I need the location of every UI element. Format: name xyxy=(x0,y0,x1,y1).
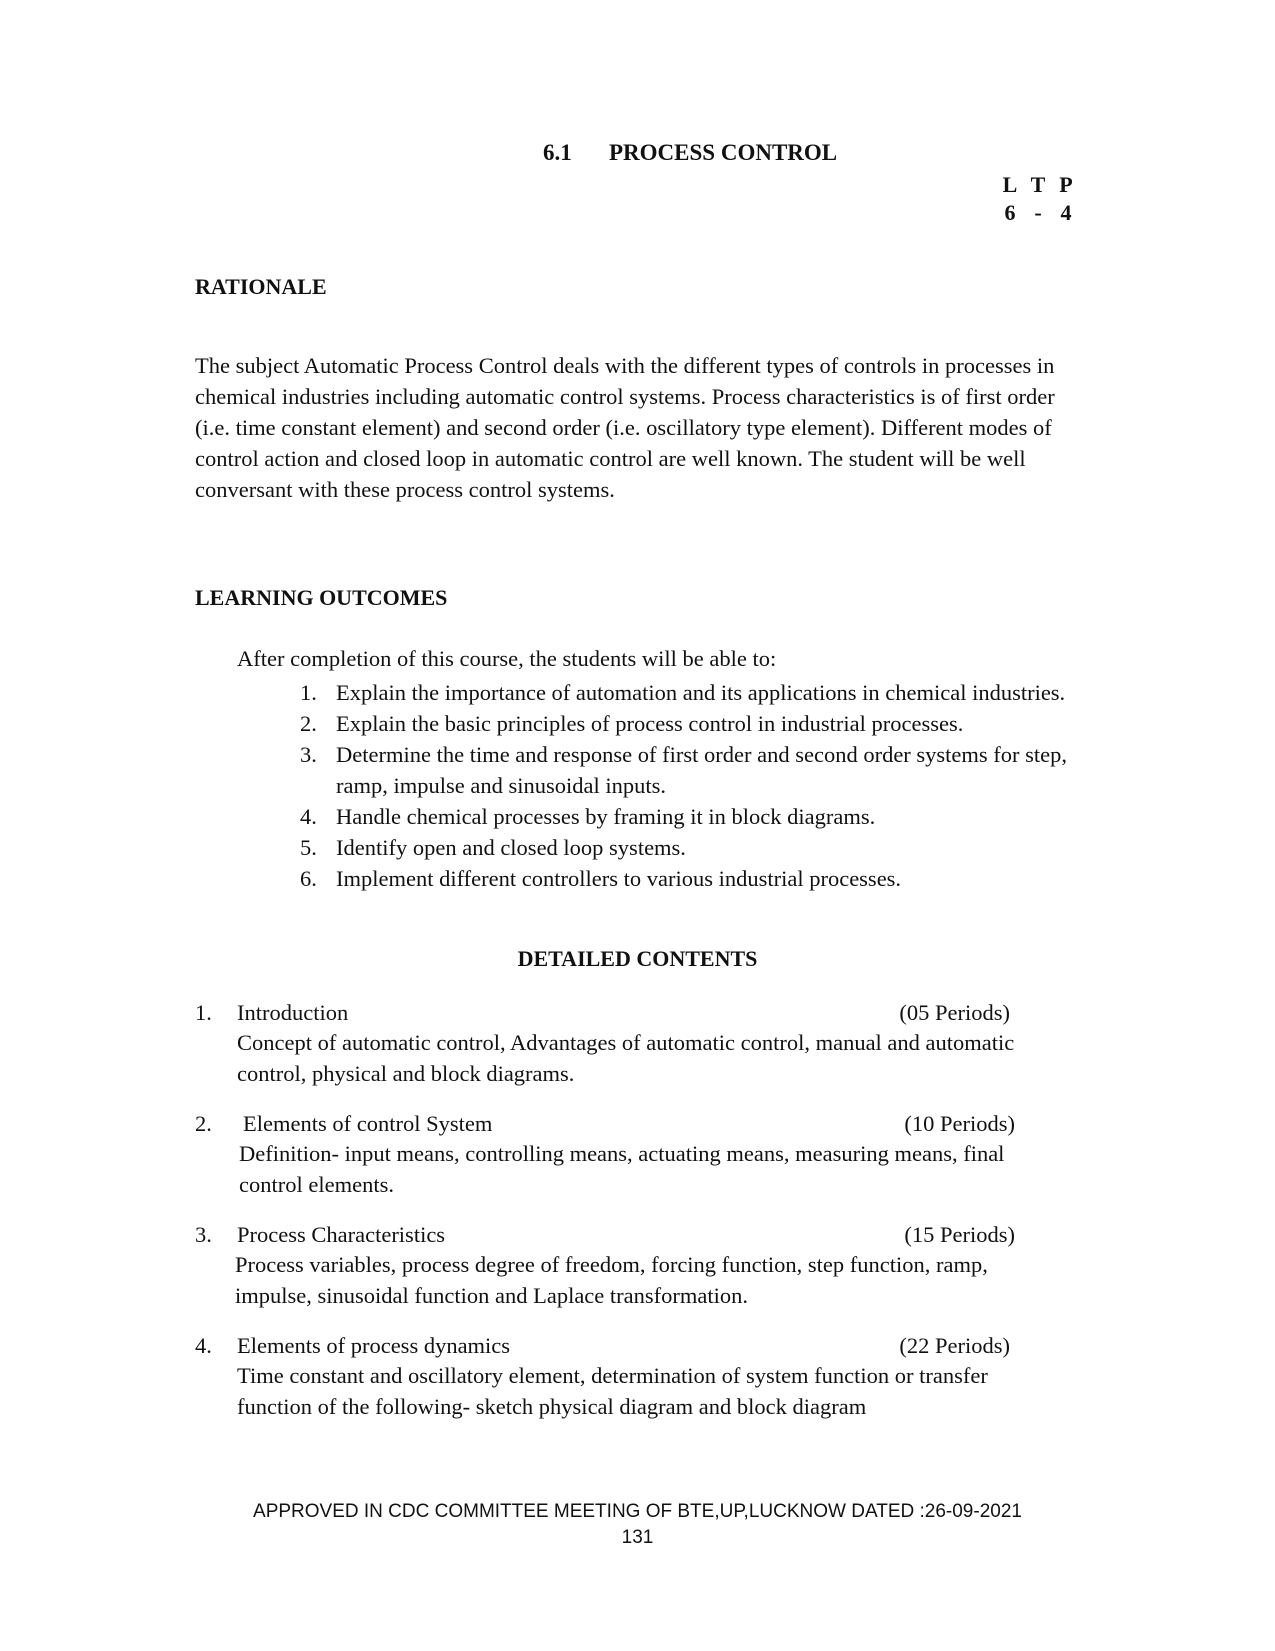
outcome-number: 5. xyxy=(300,835,317,860)
ltp-headers xyxy=(996,172,1080,198)
unit-description: Time constant and oscillatory element, determination of system function or transfer function of the following- sketch physical diagram and block diagram xyxy=(237,1363,988,1419)
unit-periods: (10 Periods) xyxy=(904,1111,1015,1136)
page-number: 131 xyxy=(621,1527,654,1548)
learning-outcomes-list xyxy=(300,677,1090,894)
content-unit xyxy=(195,1220,1075,1311)
outcome-text: Handle chemical processes by framing it in block diagrams. xyxy=(336,804,876,829)
section-number: 6.1 xyxy=(543,140,572,165)
unit-number: 1. xyxy=(195,1000,212,1025)
content-unit xyxy=(195,998,1075,1089)
unit-description: Process variables, process degree of freedom, forcing function, step function, ramp, impulse, sinusoidal function and Laplace transformation. xyxy=(235,1252,988,1308)
unit-number: 4. xyxy=(195,1333,212,1358)
ltp-value-p: 4 xyxy=(1060,200,1072,225)
outcome-number: 3. xyxy=(300,742,317,767)
outcome-item xyxy=(300,708,1090,739)
rationale-paragraph: The subject Automatic Process Control deals with the different types of controls in processes in chemical industries including automatic control systems. Process characteristics is of first order (i.e. time constant element) and second order (i.e. oscillatory type element). Different modes of control action and closed loop in automatic control are well known. The student will be well conversant with these process control systems. xyxy=(195,353,1055,502)
unit-periods: (15 Periods) xyxy=(904,1222,1015,1247)
content-unit xyxy=(195,1109,1075,1200)
unit-description: Definition- input means, controlling means, actuating means, measuring means, final control elements. xyxy=(239,1141,1005,1197)
detailed-contents-heading: DETAILED CONTENTS xyxy=(517,946,758,971)
outcome-item xyxy=(300,677,1090,708)
ltp-header-p: P xyxy=(1059,172,1073,197)
outcome-text: Implement different controllers to various industrial processes. xyxy=(336,866,902,891)
section-title xyxy=(543,140,837,166)
rationale-heading: RATIONALE xyxy=(195,274,327,299)
ltp-header-t: T xyxy=(1030,172,1046,197)
unit-title: Elements of process dynamics xyxy=(237,1333,511,1358)
outcome-item xyxy=(300,832,1090,863)
outcome-item xyxy=(300,863,1090,894)
outcome-text: Identify open and closed loop systems. xyxy=(336,835,686,860)
outcome-item xyxy=(300,801,1090,832)
outcome-number: 2. xyxy=(300,711,317,736)
ltp-value-t: - xyxy=(1034,200,1042,225)
unit-number: 2. xyxy=(195,1111,212,1136)
unit-title: Introduction xyxy=(237,1000,349,1025)
outcome-text: Explain the importance of automation and its applications in chemical industries. xyxy=(336,680,1066,705)
unit-number: 3. xyxy=(195,1222,212,1247)
unit-title: Process Characteristics xyxy=(237,1222,446,1247)
ltp-values xyxy=(996,200,1080,226)
ltp-header-l: L xyxy=(1002,172,1018,197)
outcome-number: 6. xyxy=(300,866,317,891)
unit-periods: (22 Periods) xyxy=(899,1333,1010,1358)
outcome-number: 4. xyxy=(300,804,317,829)
unit-description: Concept of automatic control, Advantages of automatic control, manual and automatic control, physical and block diagrams. xyxy=(237,1030,1015,1086)
detailed-contents-list xyxy=(195,998,1075,1442)
content-unit xyxy=(195,1331,1075,1422)
approval-footer: APPROVED IN CDC COMMITTEE MEETING OF BTE,UP,LUCKNOW DATED :26-09-2021 xyxy=(253,1501,1022,1522)
section-title-text: PROCESS CONTROL xyxy=(609,140,838,165)
outcome-text: Explain the basic principles of process control in industrial processes. xyxy=(336,711,964,736)
outcome-number: 1. xyxy=(300,680,317,705)
learning-outcomes-intro: After completion of this course, the students will be able to: xyxy=(237,646,777,671)
ltp-value-l: 6 xyxy=(1004,200,1016,225)
outcome-text: Determine the time and response of first order and second order systems for step, ramp, impulse and sinusoidal inputs. xyxy=(336,742,1068,798)
unit-title: Elements of control System xyxy=(243,1111,493,1136)
learning-outcomes-heading: LEARNING OUTCOMES xyxy=(195,585,448,610)
outcome-item xyxy=(300,739,1090,801)
unit-periods: (05 Periods) xyxy=(899,1000,1010,1025)
